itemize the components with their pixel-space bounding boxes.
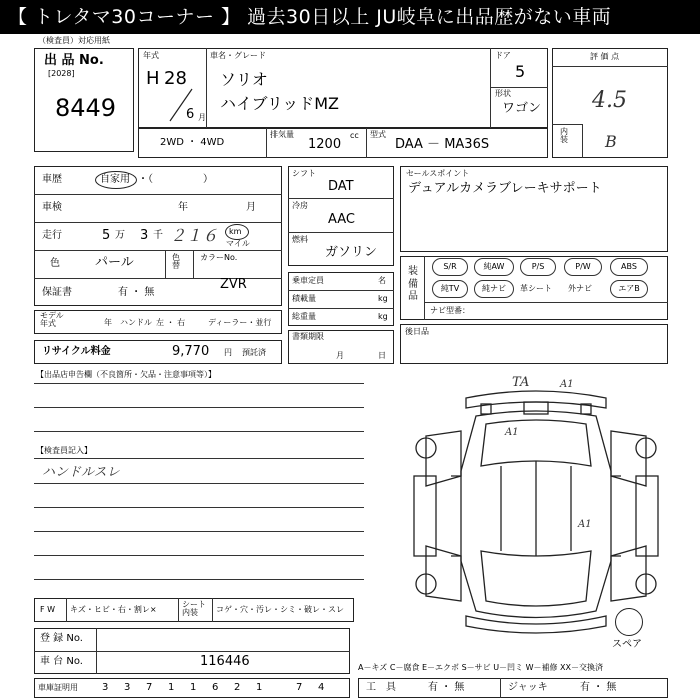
car-name: ソリオ [220,70,268,89]
equip-ext-navi: 外ナビ [568,284,592,293]
equip-abs: ABS [610,258,648,276]
model: DAA － MA36S [395,137,490,152]
docs-label: 書類期限 [292,332,324,341]
mile-label: マイル [226,239,250,248]
doors: 5 [515,62,526,81]
cert-label: 車庫証明用 [38,683,78,692]
km-label: km [229,227,242,236]
dealer-label: ディーラー・並行 [208,318,272,327]
equip-aw: 純AW [474,258,514,276]
month: 6 [186,107,195,122]
extra-label: 後日品 [405,327,429,336]
cc-unit: cc [350,131,359,140]
color-type-label: 色替 [172,253,180,270]
recycle-unit: 円 [224,348,232,357]
mileage-label: 走行 [42,230,62,241]
model-year-unit: 年 [104,318,112,327]
displacement: 1200 [308,137,342,152]
color-no: ZVR [220,277,247,292]
tools-value: 有 ・ 無 [428,682,465,693]
lot-code: [2028] [48,69,75,78]
tools-label: 工 具 [366,682,396,693]
cert-digit-1: 3 [124,682,131,693]
equip-leather: 革シート [520,284,552,293]
history-rest: ・（ ） [138,174,213,185]
recycle-label: リサイクル料金 [42,346,111,357]
fw-label: F W [40,605,56,614]
weight-unit: kg [378,312,388,321]
car-damage-diagram [406,376,666,646]
equip-tv: 純TV [432,280,468,298]
navi-label: ナビ型番： [430,306,470,315]
selling-point-block [400,166,668,252]
lot-number: 8449 [55,94,117,122]
color-label: 色 [50,258,60,269]
cert-digit-3: 1 [168,682,175,693]
damage-mark-ta: TA [512,375,530,390]
car-grade: ハイブリッドMZ [220,94,340,113]
recycle-amount: 9,770 [172,344,210,359]
equip-airbag: エアB [610,280,648,298]
shift: DAT [328,179,354,194]
capacity-unit: 名 [378,276,386,285]
score-label: 評 価 点 [590,52,620,61]
damage-mark-a1-side: A1 [578,519,592,530]
door-label: ドア [495,51,511,60]
jack-label: ジャッキ [508,682,548,693]
selling-point-label: セールスポイント [406,169,470,178]
mileage-handwritten: ２１６ [170,226,219,245]
shape-label: 形状 [495,89,511,98]
displacement-label: 排気量 [270,130,294,139]
fw-items: キズ・ヒビ・右・割レ× [70,605,157,614]
equip-ps: P/S [520,258,556,276]
damage-legend: A－キズ C－腐食 E－エクボ S－サビ U－凹ミ W－補修 XX－交換済 [358,663,604,672]
score: 4.5 [592,88,627,113]
docs-day: 日 [378,351,386,360]
seat-items: コゲ・穴・汚レ・シミ・破レ・スレ [216,605,344,614]
inspection-label: 車検 [42,202,62,213]
capacity-label: 乗車定員 [292,276,324,285]
cert-digit-5: 6 [212,682,219,693]
shift-label: シフト [292,169,316,178]
cert-digit-4: 1 [190,682,197,693]
seller-notes-label: 【出品店申告欄（不良箇所・欠品・注意事項等）】 [36,370,216,379]
cert-digit-9: 4 [318,682,325,693]
ac: AAC [328,212,355,227]
cert-digit-2: 7 [146,682,153,693]
drive: 2WD ・ 4WD [160,137,225,148]
selling-point-text: デュアルカメラブレーキサポート [408,181,602,196]
interior-label: 内装 [560,127,568,144]
warranty-label: 保証書 [42,287,72,298]
history-label: 車歴 [42,174,62,185]
chassis-label: 車 台 No. [40,656,83,667]
equip-navi: 純ナビ [474,280,514,298]
year-label: 年式 [143,51,159,60]
fuel: ガソリン [325,245,378,260]
extra-block [400,324,668,364]
inspector-note: ハンドルスレ [42,465,120,480]
year: 28 [164,68,187,89]
load-unit: kg [378,294,388,303]
inspection-month-unit: 月 [246,202,256,213]
corner-banner: 【 トレタマ30コーナー 】 過去30日以上 JU岐阜に出品歴がない車両 [0,0,700,34]
load-label: 積載量 [292,294,316,303]
cert-digit-7: 1 [256,682,263,693]
interior: B [605,132,617,151]
seat-label: シート内装 [182,600,206,617]
lot-label: 出 品 No. [44,53,104,68]
spare-tire-icon [615,608,643,636]
recycle-deposit: 預託済 [242,348,266,357]
color: パール [95,255,134,270]
ac-label: 冷房 [292,201,308,210]
docs-unit: 月 [336,351,344,360]
month-unit: 月 [198,113,206,122]
cert-digit-8: 7 [296,682,303,693]
cert-digit-0: 3 [102,682,109,693]
jack-value: 有 ・ 無 [580,682,617,693]
name-label: 車名・グレード [210,51,266,60]
color-no-label: カラーNo. [200,253,238,262]
weight-label: 総重量 [292,312,316,321]
inspection-year-unit: 年 [178,202,188,213]
model-year-label: モデル年式 [40,311,64,328]
man-unit: 万 [115,230,125,241]
damage-mark-a1-rear: A1 [560,379,574,390]
spare-label: スペア [612,639,642,650]
handle-label: ハンドル [120,318,152,327]
sen-unit: 千 [153,230,163,241]
era: H [146,68,160,89]
warranty: 有 ・ 無 [118,287,155,298]
damage-mark-a1-roof: A1 [505,427,519,438]
equip-pw: P/W [564,258,602,276]
chassis-number: 116446 [200,654,250,669]
mileage-man: 5 [102,228,111,243]
shape: ワゴン [502,101,542,116]
year-slash [162,85,202,125]
fuel-label: 燃料 [292,235,308,244]
equip-sr: S/R [432,258,468,276]
history-value: 自家用 [100,174,130,185]
mileage-sen: 3 [140,228,149,243]
equipment-label: 装備品 [408,266,418,302]
inspector-notes-label: 【検査員記入】 [36,446,92,455]
registration-label: 登 録 No. [40,633,83,644]
cert-digit-6: 2 [234,682,241,693]
handle: 左 ・ 右 [156,318,186,327]
model-label: 型式 [370,130,386,139]
subline: （検査員）対応用紙 [38,36,110,45]
